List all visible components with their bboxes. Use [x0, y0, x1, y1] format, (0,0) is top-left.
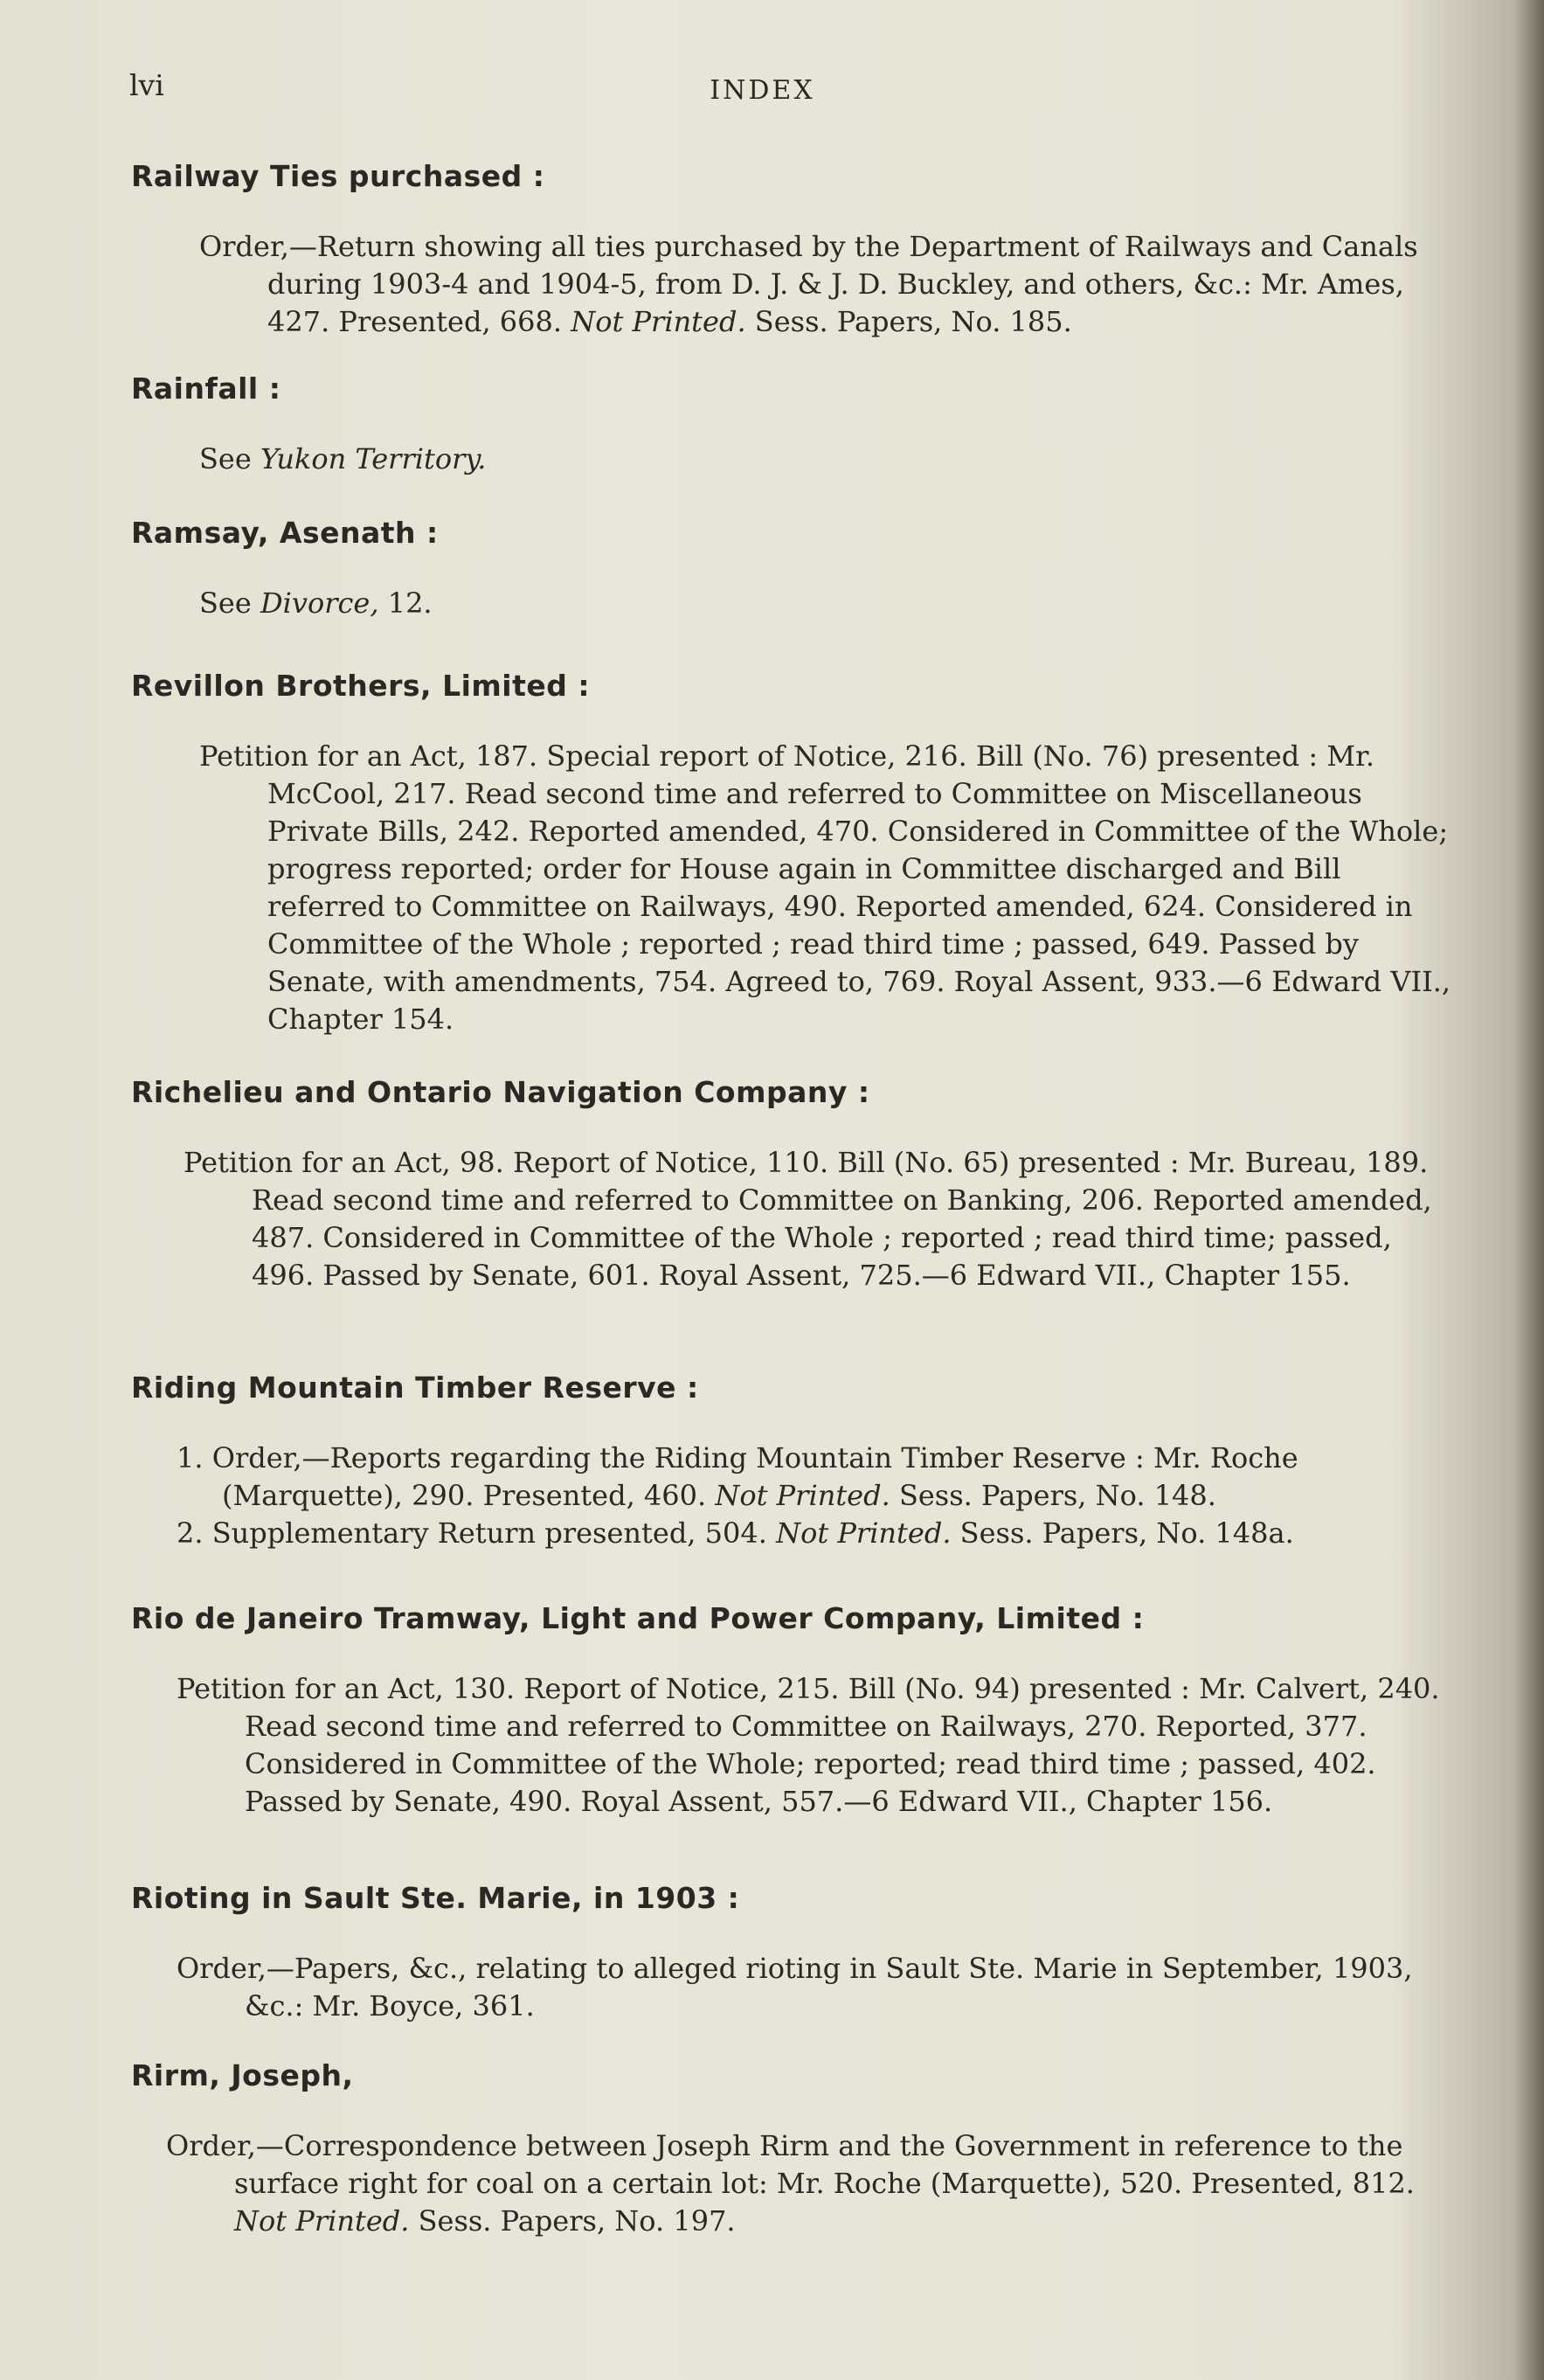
entry-paragraph — [199, 228, 1459, 341]
entry-heading: Rioting in Sault Ste. Marie, in 1903 : — [131, 1881, 740, 1915]
paragraph-text: Petition for an Act, 130. Report of Notice, 215. Bill (No. 94) presented : Mr. Calvert, 240. Read second time and referred to Committee on Railways, 270. Reported, 377. Considered in Committee of the Whole; reported; read third time ; passed, 402. Passed by Senate, 490. Royal Assent, 557.—6 Edward VII., Chapter 156. — [177, 1672, 1440, 1818]
index-entry — [131, 371, 1459, 478]
paragraph-italic: Not Printed. — [571, 305, 746, 338]
entry-paragraph — [166, 2127, 1459, 2240]
index-entry — [131, 1881, 1459, 2025]
numbered-item — [177, 1515, 1459, 1552]
index-entry — [131, 159, 1459, 341]
item-text: Supplementary Return presented, 504. — [211, 1516, 767, 1550]
item-text: Order,—Reports regarding the Riding Mountain Timber Reserve : Mr. Roche (Marquette), 290. Presented, 460. — [211, 1441, 1298, 1512]
paragraph-tail: 12. — [387, 586, 433, 620]
paragraph-text: Petition for an Act, 187. Special report of Notice, 216. Bill (No. 76) presented : Mr. McCool, 217. Read second time and referred to Committee on Miscellaneous Private Bills, 242. Reported amended, 470. Considered in Committee of the Whole; progress reported; order for House again in Committee discharged and Bill referred to Committee on Railways, 490. Reported amended, 624. Considered in Committee of the Whole ; reported ; read third time ; passed, 649. Passed by Senate, with amendments, 754. Agreed to, 769. Royal Assent, 933.—6 Edward VII., Chapter 154. — [199, 739, 1451, 1036]
entry-paragraph — [199, 441, 1459, 478]
entry-paragraph — [177, 1670, 1459, 1821]
index-entry — [131, 516, 1459, 622]
item-italic: Not Printed. — [776, 1516, 952, 1550]
paragraph-text: See — [199, 442, 252, 475]
entry-heading: Rainfall : — [131, 371, 281, 406]
paragraph-italic: Yukon Territory. — [260, 442, 487, 475]
item-number: 2. — [177, 1516, 204, 1550]
entry-heading: Rirm, Joseph, — [131, 2058, 354, 2092]
item-number: 1. — [177, 1441, 204, 1474]
item-tail: Sess. Papers, No. 148. — [898, 1479, 1216, 1512]
paragraph-text: See — [199, 586, 252, 620]
index-entry — [131, 1601, 1459, 1821]
item-italic: Not Printed. — [715, 1479, 890, 1512]
paragraph-italic: Divorce, — [260, 586, 379, 620]
paragraph-tail: Sess. Papers, No. 185. — [754, 305, 1072, 338]
index-entry — [131, 1075, 1459, 1294]
entry-paragraph — [199, 585, 1459, 622]
entry-heading: Rio de Janeiro Tramway, Light and Power Company, Limited : — [131, 1601, 1145, 1635]
index-entry — [131, 669, 1459, 1038]
entry-heading: Revillon Brothers, Limited : — [131, 669, 591, 703]
paragraph-text: Order,—Correspondence between Joseph Rirm and the Government in reference to the surface right for coal on a certain lot: Mr. Roche (Marquette), 520. Presented, 812. — [166, 2129, 1415, 2200]
index-entry — [131, 1370, 1459, 1552]
entry-heading: Ramsay, Asenath : — [131, 516, 439, 550]
entry-paragraph — [183, 1144, 1459, 1294]
paragraph-text: Order,—Return showing all ties purchased by the Department of Railways and Canals during 1903-4 and 1904-5, from D. J. & J. D. Buckley, and others, &c.: Mr. Ames, 427. Presented, 668. — [199, 230, 1418, 338]
paragraph-tail: Sess. Papers, No. 197. — [418, 2204, 736, 2238]
item-tail: Sess. Papers, No. 148a. — [959, 1516, 1294, 1550]
paragraph-text: Petition for an Act, 98. Report of Notice, 110. Bill (No. 65) presented : Mr. Bureau, 189. Read second time and referred to Committee on Banking, 206. Reported amended, 487. Considered in Committee of the Whole ; reported ; read third time; passed, 496. Passed by Senate, 601. Royal Assent, 725.—6 Edward VII., Chapter 155. — [183, 1146, 1432, 1292]
entry-paragraph — [177, 1950, 1459, 2025]
header-title: INDEX — [710, 75, 815, 106]
entry-heading: Railway Ties purchased : — [131, 159, 545, 193]
page-number: lvi — [129, 68, 164, 102]
running-head — [129, 61, 1395, 114]
numbered-item — [177, 1440, 1459, 1515]
entry-heading: Riding Mountain Timber Reserve : — [131, 1370, 699, 1405]
paragraph-text: Order,—Papers, &c., relating to alleged rioting in Sault Ste. Marie in September, 1903, &c.: Mr. Boyce, 361. — [177, 1952, 1413, 2023]
entry-heading: Richelieu and Ontario Navigation Company : — [131, 1075, 870, 1109]
entry-paragraph — [199, 738, 1459, 1038]
paragraph-italic: Not Printed. — [234, 2204, 410, 2238]
index-entry — [131, 2058, 1459, 2240]
